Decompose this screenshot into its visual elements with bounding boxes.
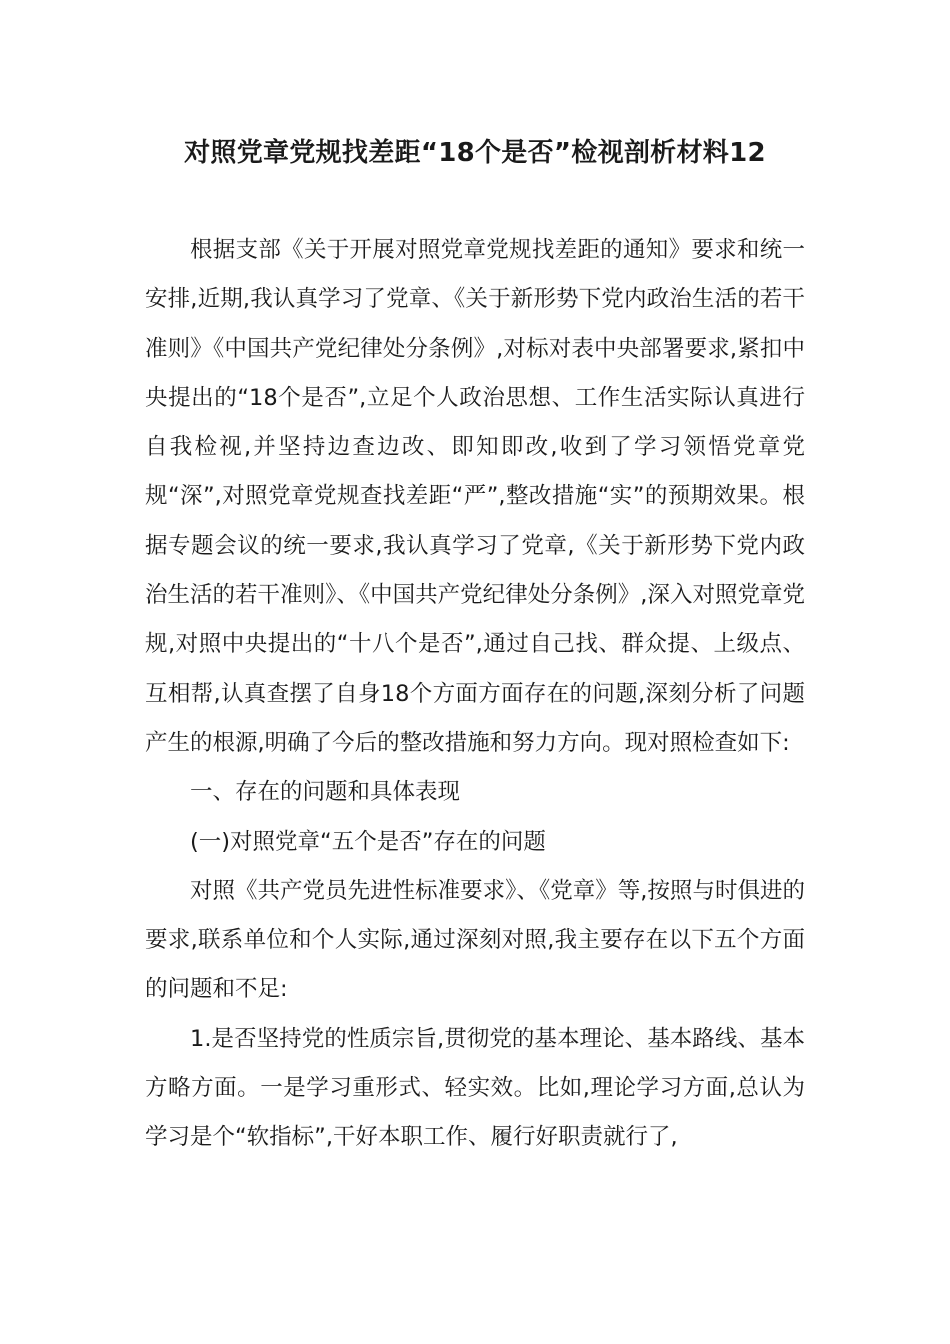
intro-paragraph: 根据支部《关于开展对照党章党规找差距的通知》要求和统一安排,近期,我认真学习了党章、《关于新形势下党内政治生活的若干准则》《中国共产党纪律处分条例》,对标对表中央部署要求,紧扣中央提出的“18个是否”,立足个人政治思想、工作生活实际认真进行自我检视,并坚持边查边改、即知即改,收到了学习领悟党章党规“深”,对照党章党规查找差距“严”,整改措施“实”的预期效果。根据专题会议的统一要求,我认真学习了党章,《关于新形势下党内政治生活的若干准则》、《中国共产党纪律处分条例》,深入对照党章党规,对照中央提出的“十八个是否”,通过自己找、群众提、上级点、互相帮,认真查摆了自身18个方面方面存在的问题,深刻分析了问题产生的根源,明确了今后的整改措施和努力方向。现对照检查如下: [145, 237, 805, 756]
document-title: 对照党章党规找差距“18个是否”检视剖析材料12 [184, 138, 766, 168]
subsection-heading: (一)对照党章“五个是否”存在的问题 [190, 828, 546, 855]
document-body [145, 226, 805, 1163]
section-heading: 一、存在的问题和具体表现 [190, 779, 461, 806]
body-paragraph: 对照《共产党员先进性标准要求》、《党章》等,按照与时俱进的要求,联系单位和个人实际,通过深刻对照,我主要存在以下五个方面的问题和不足: [145, 877, 805, 1003]
numbered-item-paragraph: 1.是否坚持党的性质宗旨,贯彻党的基本理论、基本路线、基本方略方面。一是学习重形式、轻实效。比如,理论学习方面,总认为学习是个“软指标”,干好本职工作、履行好职责就行了, [145, 1025, 805, 1151]
